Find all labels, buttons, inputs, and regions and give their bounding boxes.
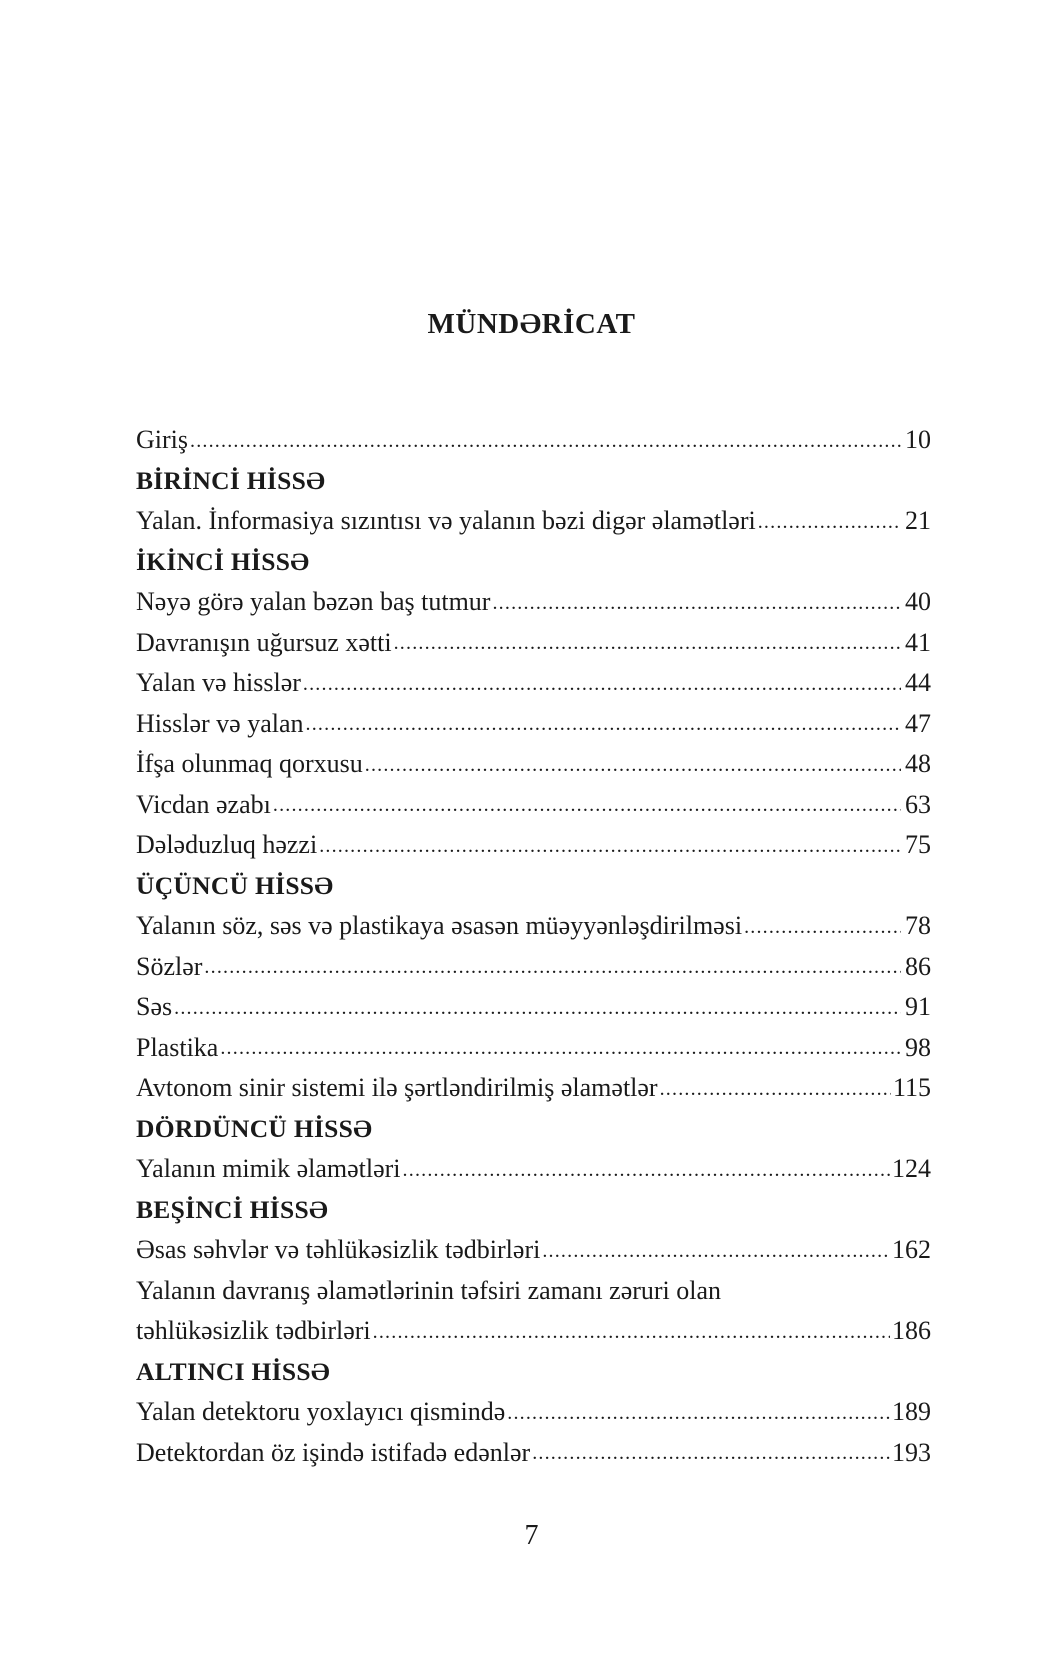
entry-page-number: 78: [905, 911, 931, 940]
entry-title: Sözlər: [136, 951, 203, 981]
entry-page-number: 10: [905, 425, 931, 454]
entry-title: Avtonom sinir sistemi ilə şərtləndirilmiş əlamətlər: [136, 1073, 658, 1102]
dot-leader: [204, 947, 901, 988]
toc-section-heading: [136, 1190, 931, 1231]
toc-entry: [136, 947, 931, 988]
toc-entry: [136, 1028, 931, 1069]
dot-leader: [542, 1230, 890, 1271]
dot-leader: [492, 582, 901, 623]
page-title: MÜNDƏRİCAT: [427, 308, 636, 340]
table-of-contents: [136, 420, 931, 1473]
entry-page-number: 115: [892, 1073, 931, 1102]
toc-entry: [136, 623, 931, 664]
entry-title: Plastika: [136, 1032, 219, 1062]
entry-page-number: 41: [905, 627, 931, 657]
entry-page-number: 48: [905, 749, 931, 778]
dot-leader: [507, 1392, 890, 1433]
toc-entry: [136, 1230, 931, 1271]
toc-entry: [136, 1149, 931, 1190]
toc-section-heading: [136, 1109, 931, 1150]
entry-title: Əsas səhvlər və təhlükəsizlik tədbirləri: [136, 1235, 541, 1264]
entry-page-number: 193: [892, 1437, 931, 1467]
toc-section-heading: [136, 1352, 931, 1393]
entry-title: Davranışın uğursuz xətti: [136, 627, 392, 657]
dot-leader: [532, 1433, 890, 1474]
entry-title: Yalanın mimik əlamətləri: [136, 1154, 401, 1183]
entry-page-number: 186: [892, 1316, 931, 1345]
toc-entry: [136, 501, 931, 542]
toc-section-heading: [136, 542, 931, 583]
dot-leader: [220, 1028, 901, 1069]
section-title: ALTINCI HİSSƏ: [136, 1356, 331, 1386]
entry-page-number: 86: [905, 951, 931, 981]
toc-entry: [136, 906, 931, 947]
dot-leader: [744, 906, 901, 947]
entry-page-number: 124: [892, 1154, 931, 1183]
section-title: İKİNCİ HİSSƏ: [136, 546, 310, 576]
entry-title: Giriş: [136, 425, 188, 454]
entry-title: Yalan detektoru yoxlayıcı qismində: [136, 1397, 506, 1426]
section-title: ÜÇÜNCÜ HİSSƏ: [136, 870, 334, 900]
entry-title: Vicdan əzabı: [136, 789, 271, 819]
entry-page-number: 47: [905, 708, 931, 738]
entry-title: təhlükəsizlik tədbirləri: [136, 1316, 371, 1345]
entry-title: Yalanın söz, səs və plastikaya əsasən müəyyənləşdirilməsi: [136, 911, 743, 940]
entry-page-number: 189: [892, 1397, 931, 1426]
dot-leader: [403, 1149, 890, 1190]
toc-entry: [136, 744, 931, 785]
toc-entry: [136, 582, 931, 623]
entry-page-number: 162: [892, 1235, 931, 1264]
toc-entry: [136, 1433, 931, 1474]
entry-page-number: 75: [905, 830, 931, 859]
toc-entry: [136, 663, 931, 704]
entry-page-number: 91: [905, 992, 931, 1021]
dot-leader: [758, 501, 901, 542]
dot-leader: [365, 744, 901, 785]
dot-leader: [319, 825, 901, 866]
dot-leader: [190, 420, 901, 461]
entry-page-number: 63: [905, 789, 931, 819]
entry-title: Yalan. İnformasiya sızıntısı və yalanın bəzi digər əlamətləri: [136, 506, 756, 535]
toc-entry: [136, 1392, 931, 1433]
toc-entry: [136, 785, 931, 826]
dot-leader: [660, 1068, 891, 1109]
toc-section-heading: [136, 866, 931, 907]
entry-page-number: 98: [905, 1032, 931, 1062]
toc-entry: [136, 825, 931, 866]
entry-title: Yalanın davranış əlamətlərinin təfsiri zamanı zəruri olan: [136, 1275, 722, 1305]
entry-title: Nəyə görə yalan bəzən baş tutmur: [136, 587, 491, 616]
section-title: BİRİNCİ HİSSƏ: [136, 465, 326, 495]
entry-title: Dələduzluq həzzi: [136, 830, 318, 859]
toc-entry: [136, 987, 931, 1028]
dot-leader: [373, 1311, 890, 1352]
toc-section-heading: [136, 461, 931, 502]
section-title: BEŞİNCİ HİSSƏ: [136, 1194, 329, 1224]
toc-entry: [136, 1068, 931, 1109]
dot-leader: [174, 987, 901, 1028]
entry-title: İfşa olunmaq qorxusu: [136, 749, 363, 778]
entry-title: Detektordan öz işində istifadə edənlər: [136, 1437, 531, 1467]
dot-leader: [273, 785, 901, 826]
dot-leader: [394, 623, 901, 664]
toc-entry: [136, 1311, 931, 1352]
toc-entry: [136, 704, 931, 745]
dot-leader: [306, 704, 901, 745]
entry-page-number: 21: [905, 506, 931, 535]
section-title: DÖRDÜNCÜ HİSSƏ: [136, 1113, 373, 1143]
toc-entry: [136, 1271, 931, 1312]
entry-title: Səs: [136, 992, 173, 1021]
entry-page-number: 40: [905, 587, 931, 616]
entry-title: Yalan və hisslər: [136, 668, 301, 697]
dot-leader: [303, 663, 901, 704]
page-number: 7: [524, 1520, 539, 1551]
entry-page-number: 44: [905, 668, 931, 697]
entry-title: Hisslər və yalan: [136, 708, 304, 738]
toc-entry: [136, 420, 931, 461]
